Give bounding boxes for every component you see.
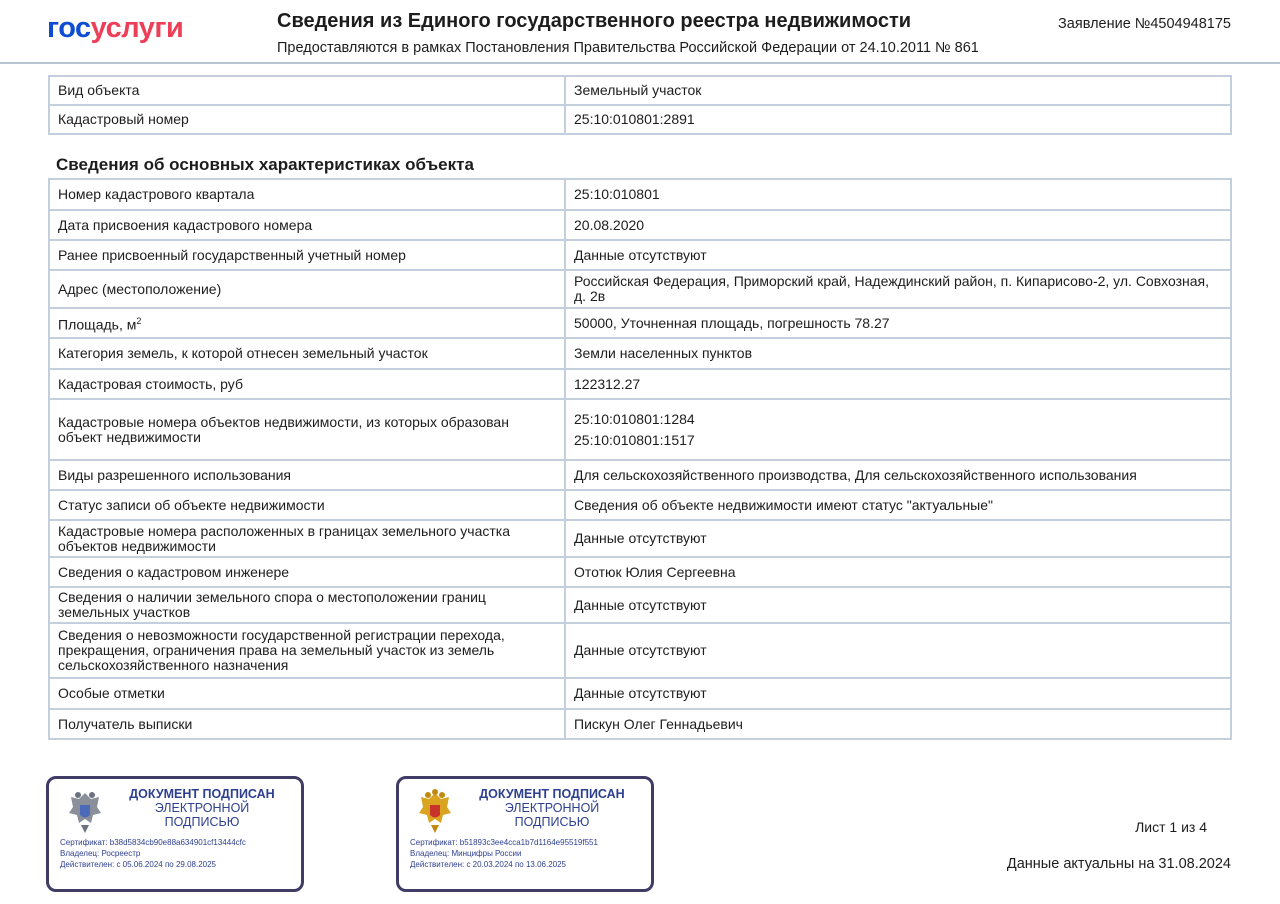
table-row	[49, 210, 1231, 240]
stamp-info	[60, 837, 246, 870]
row-value: Земельный участок	[565, 76, 1231, 105]
signature-stamp-rosreestr	[46, 776, 304, 892]
row-label: Сведения о наличии земельного спора о местоположении границ земельных участков	[49, 587, 565, 623]
table-row	[49, 490, 1231, 520]
table-row	[49, 105, 1231, 134]
row-label: Статус записи об объекте недвижимости	[49, 490, 565, 520]
header-divider	[0, 62, 1280, 64]
table-row	[49, 460, 1231, 490]
row-label: Сведения о кадастровом инженере	[49, 557, 565, 587]
section-title: Сведения об основных характеристиках объекта	[56, 155, 474, 174]
page-counter: Лист 1 из 4	[1135, 819, 1207, 835]
gosuslugi-logo: госуслуги	[47, 12, 184, 44]
table-row	[49, 399, 1231, 460]
row-value: Ототюк Юлия Сергеевна	[565, 557, 1231, 587]
actuality-date: Данные актуальны на 31.08.2024	[1006, 856, 1231, 872]
row-label: Ранее присвоенный государственный учетный номер	[49, 240, 565, 270]
row-label: Адрес (местоположение)	[49, 270, 565, 308]
table-row	[49, 678, 1231, 709]
stamp-validity: Действителен: с 20.03.2024 по 13.06.2025	[410, 860, 566, 869]
table-row	[49, 76, 1231, 105]
row-label: Кадастровый номер	[49, 105, 565, 134]
row-value: Данные отсутствуют	[565, 623, 1231, 678]
row-value: 25:10:010801:2891	[565, 105, 1231, 134]
document-title: Сведения из Единого государственного реестра недвижимости	[277, 10, 912, 32]
row-value: Российская Федерация, Приморский край, Надеждинский район, п. Кипарисово-2, ул. Совхозная, д. 2в	[565, 270, 1231, 308]
stamp-certificate: Сертификат: b51893c3ee4cca1b7d1164e95519f551	[410, 838, 598, 847]
row-value: Данные отсутствуют	[565, 520, 1231, 557]
row-label: Кадастровая стоимость, руб	[49, 369, 565, 399]
application-number: Заявление №4504948175	[1058, 16, 1231, 32]
row-value: Земли населенных пунктов	[565, 338, 1231, 369]
stamp-validity: Действителен: с 05.06.2024 по 29.08.2025	[60, 860, 216, 869]
rosreestr-emblem-icon	[65, 789, 105, 835]
row-value: 50000, Уточненная площадь, погрешность 78.27	[565, 308, 1231, 338]
stamp-owner: Владелец: Росреестр	[60, 849, 141, 858]
table-row	[49, 338, 1231, 369]
row-label: Кадастровые номера объектов недвижимости, из которых образован объект недвижимости	[49, 399, 565, 460]
source-number: 25:10:010801:1517	[574, 431, 695, 448]
source-number: 25:10:010801:1284	[574, 410, 695, 427]
table-row	[49, 308, 1231, 338]
row-value: Данные отсутствуют	[565, 678, 1231, 709]
row-value: 20.08.2020	[565, 210, 1231, 240]
table-row	[49, 587, 1231, 623]
stamp-info	[410, 837, 598, 870]
stamp-certificate: Сертификат: b38d5834cb90e88a634901cf13444cfc	[60, 838, 246, 847]
row-label: Категория земель, к которой отнесен земельный участок	[49, 338, 565, 369]
table-row	[49, 179, 1231, 210]
row-label: Дата присвоения кадастрового номера	[49, 210, 565, 240]
stamp-heading: ДОКУМЕНТ ПОДПИСАН ЭЛЕКТРОННОЙ ПОДПИСЬЮ	[129, 787, 275, 829]
russian-coat-of-arms-icon	[415, 789, 455, 835]
stamp-owner: Владелец: Минцифры России	[410, 849, 522, 858]
stamp-heading: ДОКУМЕНТ ПОДПИСАН ЭЛЕКТРОННОЙ ПОДПИСЬЮ	[479, 787, 625, 829]
row-value: 122312.27	[565, 369, 1231, 399]
table-row	[49, 270, 1231, 308]
row-label: Получатель выписки	[49, 709, 565, 739]
table-row	[49, 623, 1231, 678]
signature-stamp-mintsifry	[396, 776, 654, 892]
table-row	[49, 240, 1231, 270]
row-value: Для сельскохозяйственного производства, Для сельскохозяйственного использования	[565, 460, 1231, 490]
table-row	[49, 557, 1231, 587]
table-row	[49, 709, 1231, 739]
row-value: 25:10:010801	[565, 179, 1231, 210]
row-label: Особые отметки	[49, 678, 565, 709]
row-value: Пискун Олег Геннадьевич	[565, 709, 1231, 739]
row-value: Данные отсутствуют	[565, 240, 1231, 270]
row-value: Данные отсутствуют	[565, 587, 1231, 623]
document-subtitle: Предоставляются в рамках Постановления Правительства Российской Федерации от 24.10.2011 № 861	[277, 40, 979, 56]
object-table	[48, 75, 1232, 135]
row-label: Сведения о невозможности государственной регистрации перехода, прекращения, ограничения права на земельный участок из земель сельскохозяйственного назначения	[49, 623, 565, 678]
characteristics-table	[48, 178, 1232, 740]
row-label: Площадь, $м^2$	[49, 308, 565, 338]
row-label: Вид объекта	[49, 76, 565, 105]
row-value	[565, 399, 1231, 460]
table-row	[49, 369, 1231, 399]
row-label: Номер кадастрового квартала	[49, 179, 565, 210]
table-row	[49, 520, 1231, 557]
row-label: Виды разрешенного использования	[49, 460, 565, 490]
row-label: Кадастровые номера расположенных в границах земельного участка объектов недвижимости	[49, 520, 565, 557]
row-value: Сведения об объекте недвижимости имеют статус "актуальные"	[565, 490, 1231, 520]
